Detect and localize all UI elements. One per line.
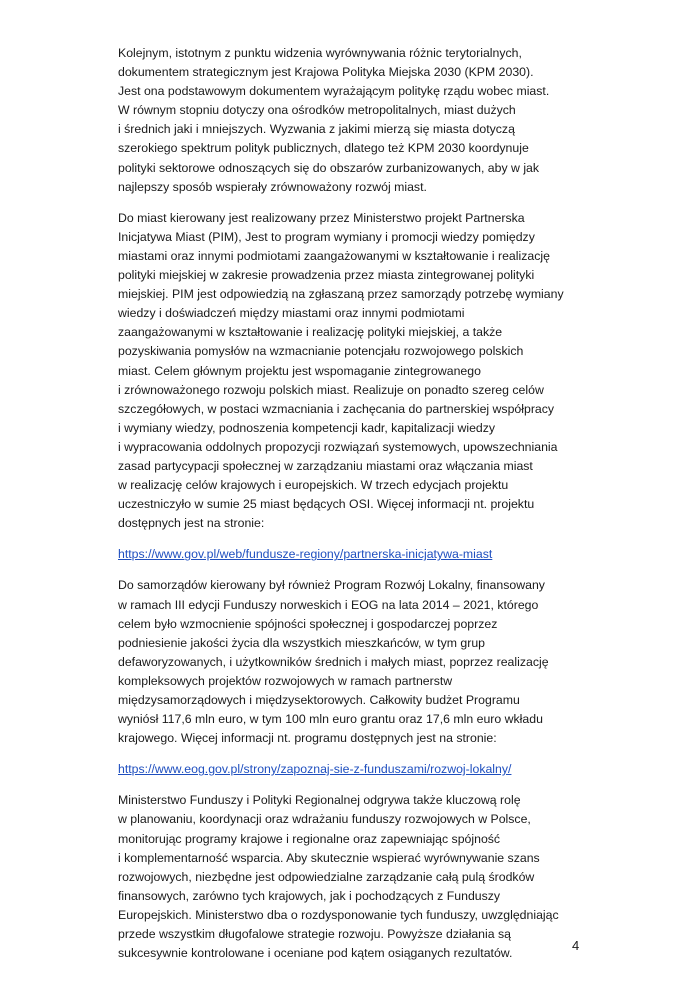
text-line: podniesienie jakości życia dla wszystkich mieszkańców, w tym grup [118,635,486,650]
text-line: Ministerstwo Funduszy i Polityki Regionalnej odgrywa także kluczową rolę [118,793,521,808]
text-line: zaangażowanymi w kształtowanie i realizację polityki miejskiej, a także [118,325,503,340]
text-line: defaworyzowanych, i użytkowników średnich i małych miast, poprzez realizację [118,654,549,669]
text-line: dokumentem strategicznym jest Krajowa Polityka Miejska 2030 (KPM 2030). [118,65,534,80]
text-line: Do miast kierowany jest realizowany przez Ministerstwo projekt Partnerska [118,210,525,225]
text-line: i wymiany wiedzy, podnoszenia kompetencji kadr, kapitalizacji wiedzy [118,420,496,435]
text-line: krajowego. Więcej informacji nt. programu dostępnych jest na stronie: [118,731,497,746]
eog-website-link[interactable]: https://www.eog.gov.pl/strony/zapoznaj-sie-z-funduszami/rozwoj-lokalny/ [118,762,512,777]
text-line: wyniósł 117,6 mln euro, w tym 100 mln euro grantu oraz 17,6 mln euro wkładu [118,712,543,727]
text-line: dostępnych jest na stronie: [118,516,265,531]
text-line: szczegółowych, w postaci wzmacniania i zachęcania do partnerskiej współpracy [118,401,555,416]
paragraph-pim [118,209,588,534]
text-line: i komplementarność wsparcia. Aby skutecznie wspierać wyrównywanie szans [118,850,540,865]
text-line: i średnich jaki i mniejszych. Wyzwania z jakimi mierzą się miasta dotyczą [118,122,515,137]
text-line: polityki sektorowe odnoszących się do obszarów zurbanizowanych, aby w jak [118,160,540,175]
text-line: najlepszy sposób wspierały zrównoważony rozwój miast. [118,179,427,194]
paragraph-ministerstwo [118,791,588,963]
text-line: międzysamorządowych i międzysektorowych. Całkowity budżet Programu [118,693,520,707]
text-line: Europejskich. Ministerstwo dba o rozdysponowanie tych funduszy, uwzględniając [118,907,559,922]
text-line: i wypracowania oddolnych propozycji rozwiązań systemowych, upowszechniania [118,439,558,454]
text-line: miastami oraz innymi podmiotami zaangażowanymi w kształtowanie i realizację [118,248,550,263]
text-line: zasad partycypacji społecznej w zarządzaniu miastami oraz włączania miast [118,458,533,473]
text-line: polityki miejskiej w zakresie prowadzenia przez miasta zintegrowanej polityki [118,268,535,283]
text-line: miast. Celem głównym projektu jest wspomaganie zintegrowanego [118,363,481,378]
paragraph-kpm-2030 [118,44,588,197]
text-line: w ramach III edycji Funduszy norweskich i EOG na lata 2014 – 2021, którego [118,597,539,612]
pim-website-link[interactable]: https://www.gov.pl/web/fundusze-regiony/partnerska-inicjatywa-miast [118,547,493,562]
text-line: w realizację celów krajowych i europejskich. W trzech edycjach projektu [118,478,509,493]
text-line: miejskiej. PIM jest odpowiedzią na zgłaszaną przez samorządy potrzebę wymiany [118,287,564,302]
text-line: celem było wzmocnienie spójności społecznej i gospodarczej poprzez [118,616,498,631]
text-line: monitorując programy krajowe i regionalne oraz zapewniając spójność [118,831,501,846]
text-line: pozyskiwania pomysłów na wzmacnianie potencjału rozwojowego polskich [118,344,524,359]
document-page [118,44,588,975]
text-line: finansowych, zarówno tych krajowych, jak i pochodzących z Funduszy [118,888,501,903]
page-number: 4 [572,938,580,953]
text-line: Kolejnym, istotnym z punktu widzenia wyrównywania różnic terytorialnych, [118,46,522,60]
paragraph-rozwoj-lokalny [118,576,588,748]
text-line: uczestniczyło w sumie 25 miast będących OSI. Więcej informacji nt. projektu [118,497,535,512]
text-line: w planowaniu, koordynacji oraz wdrażaniu funduszy rozwojowych w Polsce, [118,812,531,827]
text-line: Do samorządów kierowany był również Program Rozwój Lokalny, finansowany [118,578,545,593]
text-line: Jest ona podstawowym dokumentem wyrażającym politykę rządu wobec miast. [118,84,550,99]
text-line: kompleksowych projektów rozwojowych w ramach partnerstw [118,673,453,688]
text-line: Inicjatywa Miast (PIM), Jest to program wymiany i promocji wiedzy pomiędzy [118,229,535,244]
text-line: sukcesywnie kontrolowane i oceniane pod kątem osiąganych rezultatów. [118,946,513,961]
text-line: i zrównoważonego rozwoju polskich miast. Realizuje on ponadto szereg celów [118,382,544,397]
text-line: W równym stopniu dotyczy ona ośrodków metropolitalnych, miast dużych [118,103,516,118]
text-line: wiedzy i doświadczeń między miastami oraz innymi podmiotami [118,306,465,321]
text-line: rozwojowych, niezbędne jest odpowiedzialne zarządzanie całą pulą środków [118,869,535,884]
text-line: przede wszystkim długofalowe strategie rozwoju. Powyższe działania są [118,927,511,942]
text-line: szerokiego spektrum polityk publicznych, dlatego też KPM 2030 koordynuje [118,141,529,156]
